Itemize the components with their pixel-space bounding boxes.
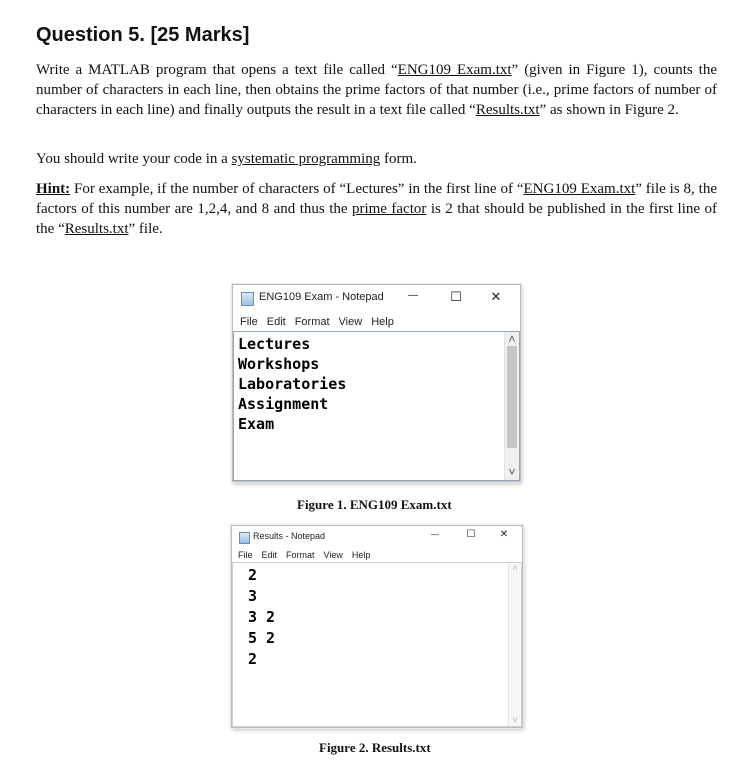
p2-systematic-programming: systematic programming — [231, 151, 381, 167]
text-line: Assignment — [238, 395, 329, 413]
menu-bar — [240, 316, 403, 328]
text-line: 2 — [248, 650, 258, 668]
hint-label: Hint: — [36, 181, 71, 197]
window-title: ENG109 Exam - Notepad — [259, 291, 384, 303]
menu-view[interactable]: View — [323, 550, 343, 560]
notepad-icon — [241, 292, 254, 306]
text-lines — [238, 334, 346, 434]
hint-paragraph — [36, 179, 717, 239]
text-line: Laboratories — [238, 375, 347, 393]
scroll-down-icon[interactable]: ˅ — [512, 715, 518, 726]
menu-help[interactable]: Help — [371, 316, 394, 328]
notepad-window-exam — [232, 284, 521, 482]
p1-text-b: ” (given in Figure 1), counts the number of characters in each line, then obtains the prime factors of that number (i.e., prime factors of number of characters in each line) and finally outputs the result in a text file called “ — [36, 62, 718, 118]
vertical-scrollbar[interactable] — [504, 332, 519, 480]
menu-edit[interactable]: Edit — [266, 316, 286, 328]
menu-format[interactable]: Format — [294, 316, 330, 328]
window-title: Results - Notepad — [253, 531, 326, 541]
figure-2-caption: Figure 2. Results.txt — [319, 740, 431, 755]
notepad-icon — [239, 532, 250, 544]
style-paragraph — [36, 149, 717, 169]
hint-file-results: Results.txt — [64, 221, 129, 237]
text-area[interactable] — [233, 331, 520, 481]
menu-edit[interactable]: Edit — [261, 550, 278, 560]
hint-text-b: ” file is 8, the factors of this number are 1,2,4, and 8 and thus the — [36, 181, 717, 217]
question-paragraph — [36, 60, 717, 120]
question-title: Question 5. [25 Marks] — [36, 24, 250, 46]
p2-text-a: You should write your code in a — [36, 151, 232, 167]
p1-text-a: Write a MATLAB program that opens a text file called “ — [36, 62, 398, 78]
p2-text-b: form. — [380, 151, 417, 167]
close-icon[interactable]: ✕ — [490, 289, 502, 304]
menu-file[interactable]: File — [240, 316, 258, 328]
text-line: 3 2 — [248, 608, 276, 626]
text-lines — [248, 565, 275, 670]
menu-view[interactable]: View — [338, 316, 363, 328]
notepad-window-results — [231, 525, 523, 728]
p1-file-exam: ENG109 Exam.txt — [397, 62, 512, 78]
text-line: 2 — [248, 566, 258, 584]
text-line: Lectures — [238, 335, 311, 353]
hint-text-d: ” file. — [128, 221, 163, 237]
p1-text-c: ” as shown in Figure 2. — [539, 102, 679, 118]
p1-file-results: Results.txt — [475, 102, 540, 118]
hint-text-c: is 2 that should be published in the first line of the “ — [36, 201, 717, 237]
menu-help[interactable]: Help — [351, 550, 371, 560]
maximize-icon[interactable]: ☐ — [450, 289, 462, 304]
menu-format[interactable]: Format — [286, 550, 315, 560]
hint-prime-factor: prime factor — [351, 201, 427, 217]
hint-file-exam: ENG109 Exam.txt — [523, 181, 636, 197]
text-line: 5 2 — [248, 629, 276, 647]
scroll-up-icon[interactable]: ˄ — [512, 563, 518, 574]
menu-bar — [238, 550, 379, 560]
vertical-scrollbar[interactable] — [508, 563, 521, 726]
figure-1-caption: Figure 1. ENG109 Exam.txt — [297, 497, 452, 512]
minimize-icon[interactable]: — — [408, 290, 418, 301]
scroll-up-icon[interactable]: ˄ — [508, 332, 516, 346]
close-icon[interactable]: ✕ — [499, 529, 509, 540]
menu-file[interactable]: File — [238, 550, 253, 560]
text-line: 3 — [248, 587, 258, 605]
text-line: Exam — [238, 415, 275, 433]
text-area[interactable] — [232, 562, 522, 727]
hint-text-a: For example, if the number of characters of “Lectures” in the first line of “ — [70, 181, 524, 197]
scroll-thumb[interactable] — [507, 346, 517, 448]
scroll-down-icon[interactable]: ˅ — [508, 465, 516, 479]
maximize-icon[interactable]: ☐ — [466, 529, 476, 540]
minimize-icon[interactable]: — — [431, 530, 439, 539]
text-line: Workshops — [238, 355, 320, 373]
